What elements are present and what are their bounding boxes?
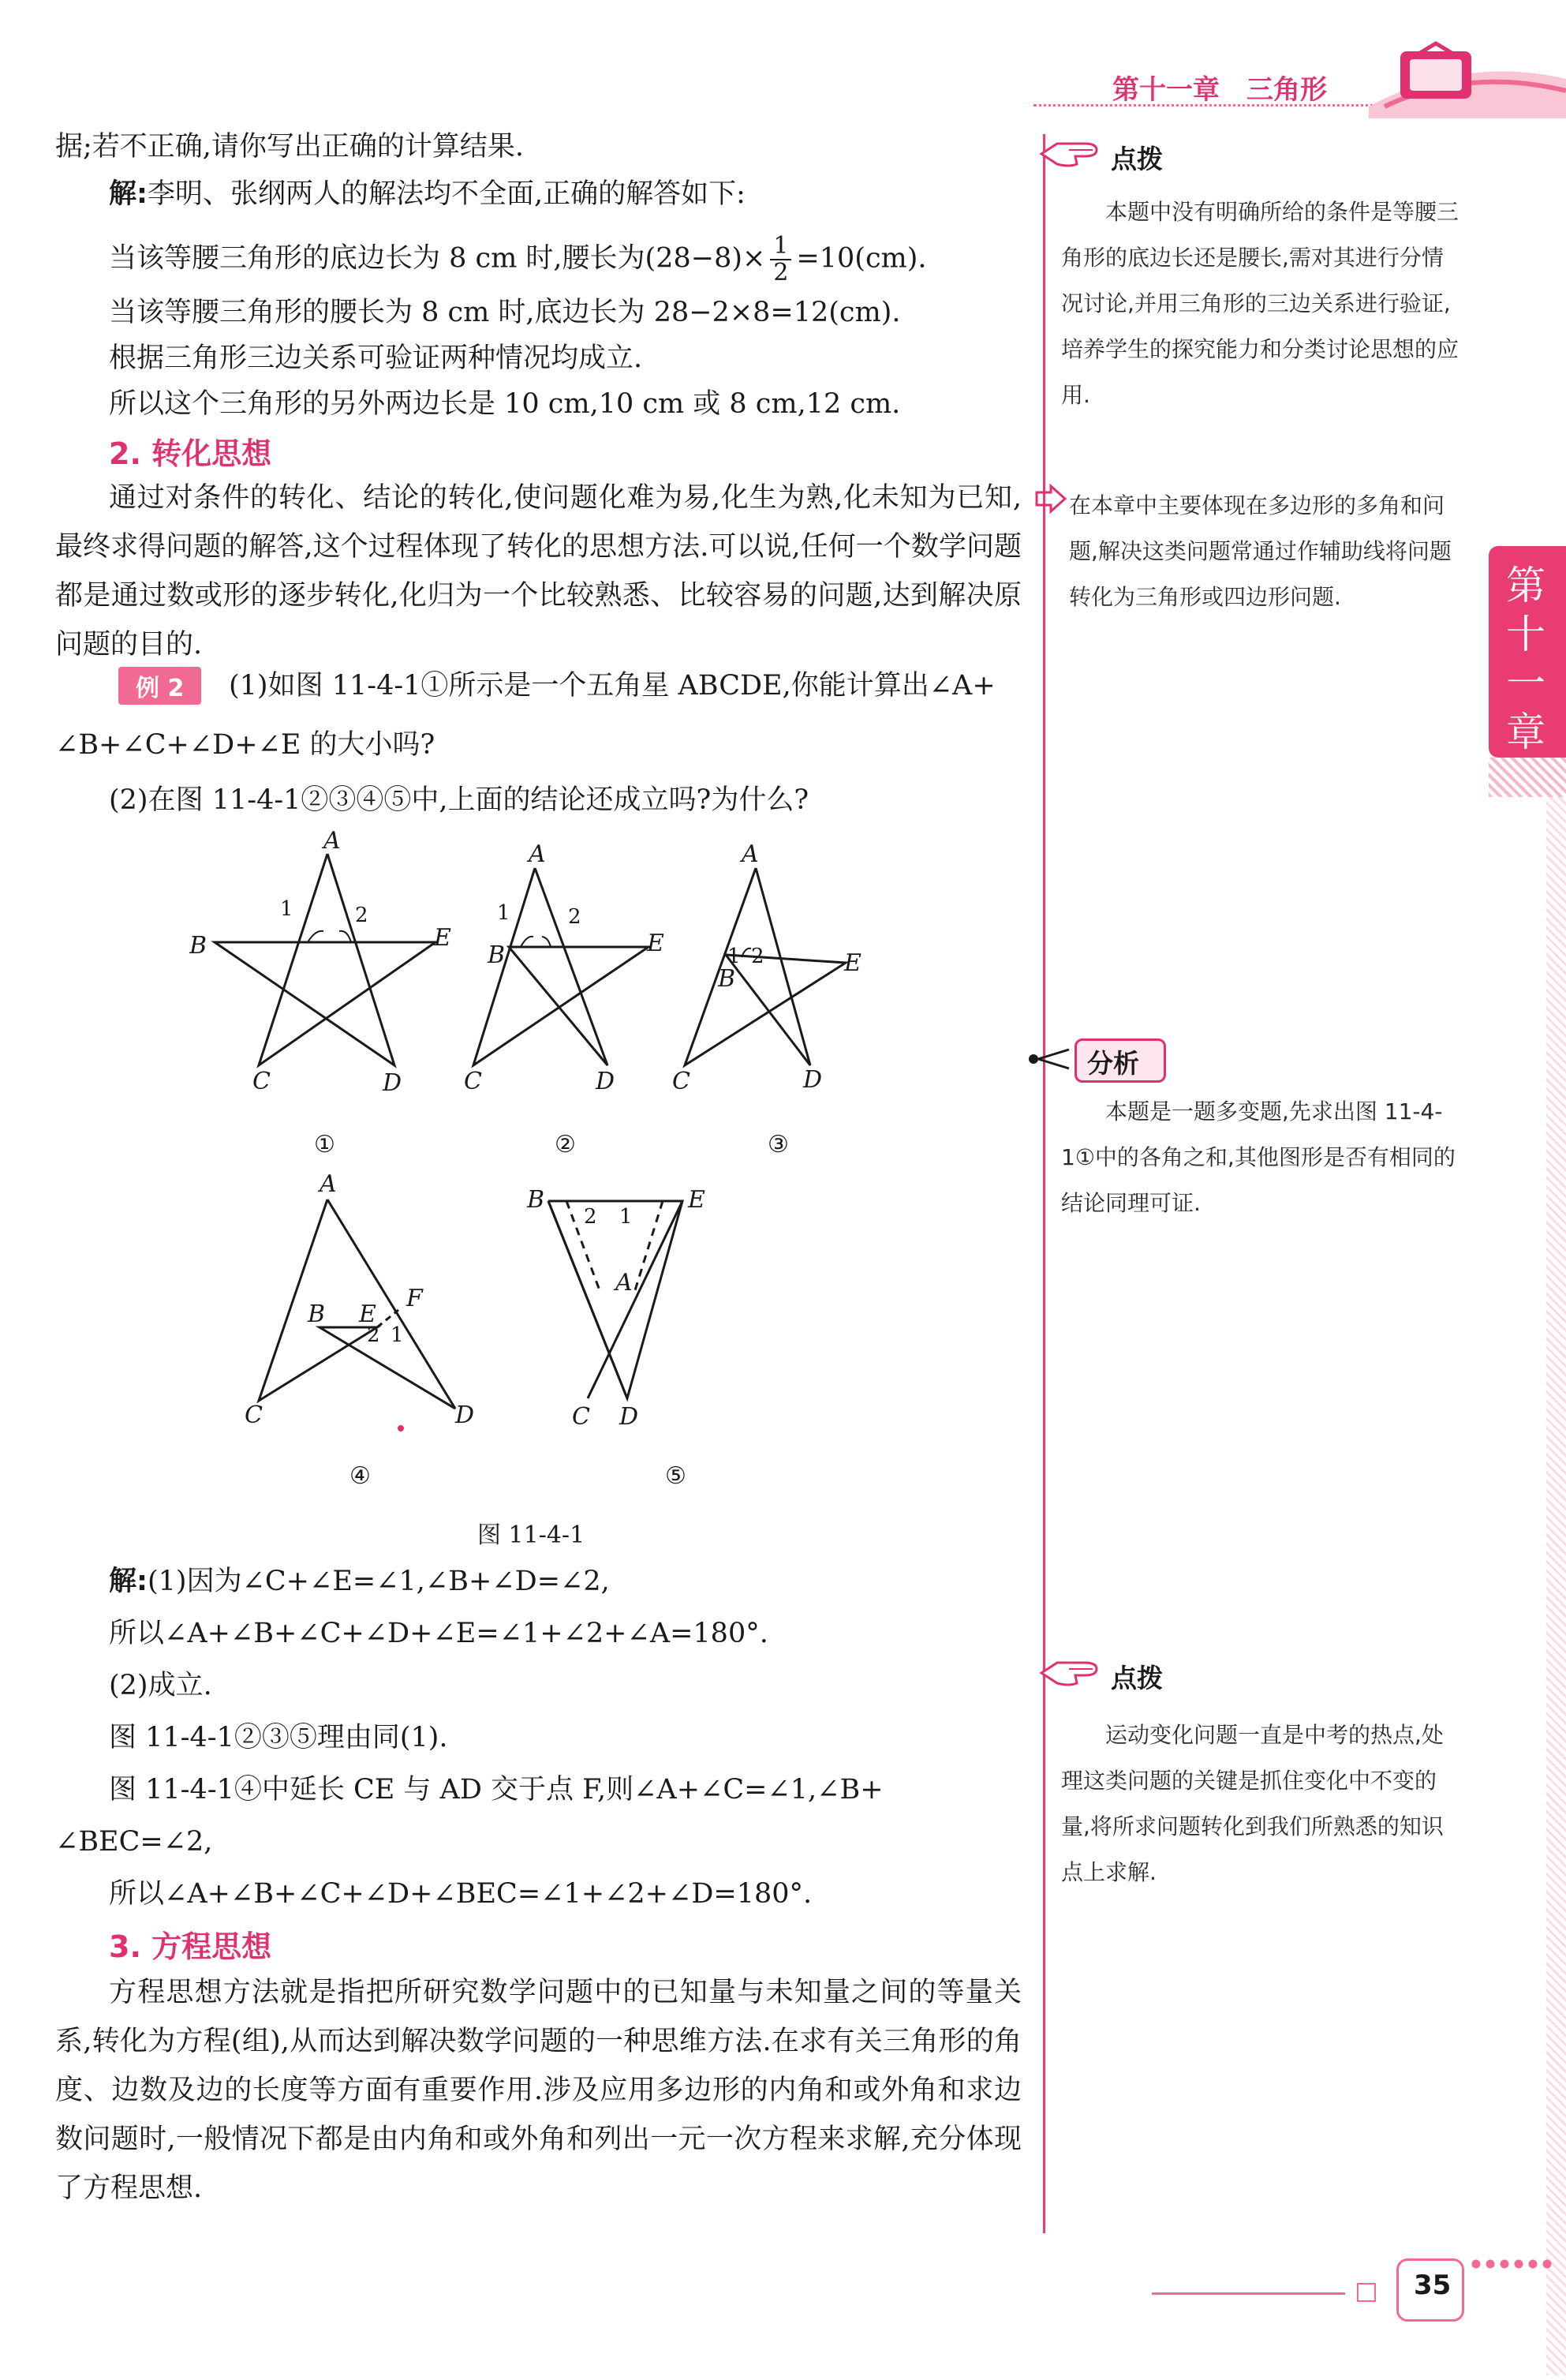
page-number: 35 — [1414, 2270, 1452, 2301]
arrow-icon — [1033, 483, 1069, 515]
verify-line: 根据三角形三边关系可验证两种情况均成立. — [109, 342, 643, 374]
solve-label: 解: — [109, 178, 148, 210]
fig5-angle-2: 2 — [584, 1205, 597, 1229]
fig3-label-D: D — [803, 1066, 823, 1094]
column-divider — [1043, 134, 1045, 2233]
example2-q1a: (1)如图 11-4-1①所示是一个五角星 ABCDE,你能计算出∠A+ — [229, 670, 996, 702]
fig4-label-C: C — [245, 1401, 263, 1429]
fig1-label-E: E — [434, 924, 451, 952]
analysis-text: 本题是一题多变题,先求出图 11-4-1①中的各角之和,其他图形是否有相同的结论同理可证. — [1061, 1098, 1456, 1216]
intro-line: 据;若不正确,请你写出正确的计算结果. — [55, 131, 525, 163]
figure-caption: 图 11-4-1 — [477, 1521, 585, 1549]
case1-result: =10(cm). — [796, 242, 927, 275]
pointing-hand-icon — [1037, 1653, 1108, 1693]
solution-line-2: 所以∠A+∠B+∠C+∠D+∠E=∠1+∠2+∠A=180°. — [109, 1618, 768, 1649]
figure-number: ④ — [349, 1462, 371, 1490]
fig5-label-E: E — [688, 1186, 705, 1214]
solution-line-4: 图 11-4-1②③⑤理由同(1). — [109, 1722, 448, 1753]
figure-number: ⑤ — [665, 1462, 686, 1490]
fig4-label-E: E — [359, 1300, 376, 1328]
fig5-label-A: A — [615, 1269, 633, 1297]
solution-line-3: (2)成立. — [109, 1670, 212, 1701]
solve-label: 解: — [109, 1566, 148, 1597]
fig4-label-F: F — [406, 1285, 423, 1312]
fig3-angle-1: 1 — [727, 945, 741, 968]
fig1-angle-2: 2 — [355, 904, 368, 927]
solution-line-1 — [109, 1562, 610, 1600]
header-title: 三角形 — [1246, 74, 1327, 106]
chapter-tab-char: 一 — [1506, 660, 1545, 706]
case2-line: 当该等腰三角形的腰长为 8 cm 时,底边长为 28−2×8=12(cm). — [109, 297, 901, 328]
tip1-title: 点拨 — [1111, 144, 1163, 174]
fig3-label-C: C — [672, 1068, 690, 1095]
section3-paragraph: 方程思想方法就是指把所研究数学问题中的已知量与未知量之间的等量关系,转化为方程(组),从而达到解决数学问题的一种思维方法.在求有关三角形的角度、边数及边的长度等方面有重要作用.涉及应用多边形的内角和或外角和求边数问题时,一般情况下都是由内角和或外角和列出一元一次方程来求解,充分体现了方程思想. — [55, 1977, 1022, 2204]
star-figure-3 — [685, 868, 846, 1065]
fig1-label-A: A — [323, 829, 341, 855]
header-bar — [0, 0, 1566, 118]
figure-number: ② — [555, 1131, 576, 1158]
star-figure-4 — [259, 1199, 455, 1409]
solution-line-6: ∠BEC=∠2, — [55, 1826, 213, 1858]
fig2-label-D: D — [596, 1068, 615, 1095]
tip2-text: 运动变化问题一直是中考的热点,处理这类问题的关键是抓住变化中不变的量,将所求问题转化到我们所熟悉的知识点上求解. — [1061, 1722, 1444, 1885]
fig2-label-A: A — [529, 840, 546, 868]
fig4-label-A: A — [320, 1170, 337, 1198]
fig1-angle-1: 1 — [280, 897, 293, 921]
tip2-title: 点拨 — [1111, 1663, 1163, 1693]
section2-title: 2. 转化思想 — [109, 436, 272, 471]
edge-stripes — [1546, 797, 1566, 2375]
chapter-tab — [1489, 546, 1566, 758]
fig2-angle-1: 1 — [497, 901, 510, 925]
fig4-label-B: B — [308, 1300, 326, 1328]
figure-number: ① — [314, 1131, 335, 1158]
fig5-label-B: B — [527, 1186, 545, 1214]
pointing-hand-icon — [1037, 134, 1108, 174]
chapter-tab-char: 第 — [1506, 563, 1545, 608]
book-icon — [1369, 32, 1566, 118]
footer-line — [1152, 2292, 1345, 2295]
case1-text: 当该等腰三角形的底边长为 8 cm 时,腰长为(28−8)× — [109, 242, 766, 275]
tip1-text: 本题中没有明确所给的条件是等腰三角形的底边长还是腰长,需对其进行分情况讨论,并用三角形的三边关系进行验证,培养学生的探究能力和分类讨论思想的应用. — [1061, 199, 1459, 408]
fig1-label-D: D — [383, 1069, 402, 1097]
figure-11-4-1 — [189, 829, 884, 1507]
fig4-angle-2: 2 — [367, 1323, 380, 1347]
solution-text-1: (1)因为∠C+∠E=∠1,∠B+∠D=∠2, — [148, 1566, 610, 1597]
figure-number: ③ — [768, 1131, 789, 1158]
star-figure-1 — [215, 854, 435, 1065]
fig2-label-B: B — [488, 941, 506, 969]
fig3-label-A: A — [742, 840, 759, 868]
fraction-num: 1 — [770, 234, 791, 260]
fig2-label-C: C — [464, 1068, 482, 1095]
chapter-tab-stripes — [1489, 758, 1566, 797]
footer-square — [1357, 2283, 1376, 2302]
example2-q2: (2)在图 11-4-1②③④⑤中,上面的结论还成立吗?为什么? — [109, 784, 809, 816]
fig3-label-E: E — [844, 949, 861, 977]
solution-intro — [109, 175, 746, 213]
header-chapter: 第十一章 — [1112, 74, 1220, 106]
fig2-angle-2: 2 — [568, 905, 581, 929]
fig2-label-E: E — [647, 930, 664, 957]
solution-line-5: 图 11-4-1④中延长 CE 与 AD 交于点 F,则∠A+∠C=∠1,∠B+ — [109, 1774, 884, 1806]
solution-intro-text: 李明、张纲两人的解法均不全面,正确的解答如下: — [148, 178, 746, 210]
fraction — [770, 234, 791, 286]
analysis-title: 分析 — [1087, 1048, 1139, 1079]
red-dot — [398, 1425, 404, 1431]
fig5-angle-1: 1 — [619, 1205, 633, 1229]
chapter-tab-char: 章 — [1506, 709, 1545, 755]
fig5-label-C: C — [572, 1403, 590, 1431]
case1-line — [109, 234, 927, 286]
chapter-tab-char: 十 — [1506, 612, 1545, 657]
note-text: 在本章中主要体现在多边形的多角和问题,解决这类问题常通过作辅助线将问题转化为三角形或四边形问题. — [1069, 492, 1452, 610]
fig3-label-B: B — [718, 965, 736, 993]
fig3-angle-2: 2 — [751, 945, 764, 968]
scissors-icon — [1026, 1043, 1073, 1075]
example2-tag: 例 2 — [118, 667, 201, 705]
header-underline — [1033, 104, 1412, 107]
fig1-label-B: B — [189, 932, 207, 960]
fig4-angle-1: 1 — [391, 1323, 404, 1347]
example2-q1b: ∠B+∠C+∠D+∠E 的大小吗? — [55, 729, 435, 761]
fraction-den: 2 — [773, 259, 789, 286]
section3-title: 3. 方程思想 — [109, 1929, 272, 1964]
answer-line: 所以这个三角形的另外两边长是 10 cm,10 cm 或 8 cm,12 cm. — [109, 388, 901, 420]
section2-paragraph: 通过对条件的转化、结论的转化,使问题化难为易,化生为熟,化未知为已知,最终求得问题的解答,这个过程体现了转化的思想方法.可以说,任何一个数学问题都是通过数或形的逐步转化,化归为一个比较熟悉、比较容易的问题,达到解决原问题的目的. — [55, 482, 1022, 660]
fig4-label-D: D — [455, 1401, 475, 1429]
fig5-label-D: D — [619, 1403, 639, 1431]
solution-line-7: 所以∠A+∠B+∠C+∠D+∠BEC=∠1+∠2+∠D=180°. — [109, 1878, 813, 1910]
footer-dots — [1469, 2258, 1556, 2270]
fig1-label-C: C — [252, 1068, 271, 1095]
